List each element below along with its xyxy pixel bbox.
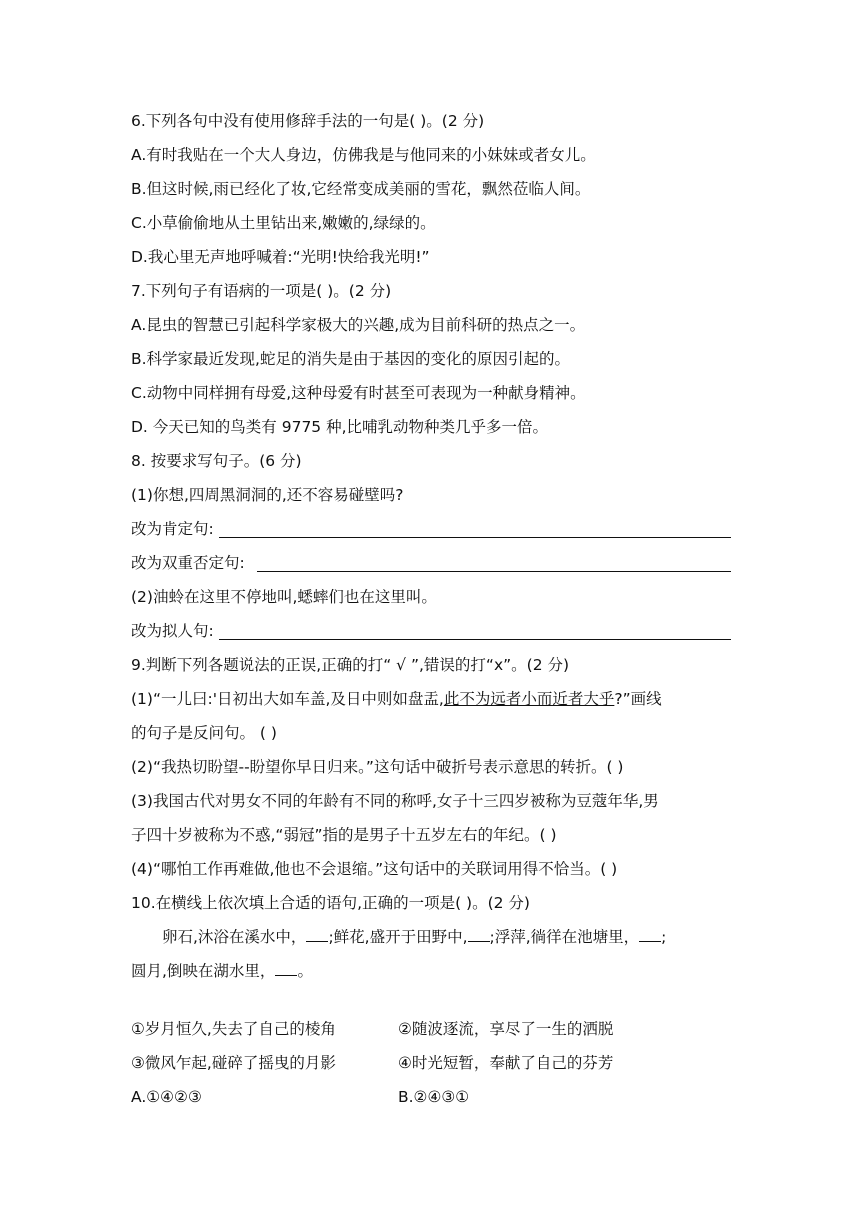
q8-label-double-negative: 改为双重否定句: xyxy=(131,554,245,572)
q8-sentence-2: (2)油蛉在这里不停地叫,蟋蟀们也在这里叫。 xyxy=(131,588,437,606)
q9-item-1-line-2: 的句子是反问句。 ( ) xyxy=(131,724,277,742)
q10-passage-part-3: ;浮萍,徜徉在池塘里， xyxy=(489,928,640,946)
q8-answer-row-double-negative xyxy=(131,546,731,580)
q6-stem: 6.下列各句中没有使用修辞手法的一句是( )。(2 分) xyxy=(131,112,485,130)
q6-option-b: B.但这时候,雨已经化了妆,它经常变成美丽的雪花，飘然莅临人间。 xyxy=(131,180,591,198)
q9-item-3-line-2: 子四十岁被称为不惑,“弱冠”指的是男子十五岁左右的年纪。( ) xyxy=(131,826,557,844)
q10-stem: 10.在横线上依次填上合适的语句,正确的一项是( )。(2 分) xyxy=(131,894,530,912)
q10-options-row-1 xyxy=(131,1012,731,1046)
q6-option-c: C.小草偷偷地从土里钻出来,嫩嫩的,绿绿的。 xyxy=(131,214,436,232)
answer-line-double-negative[interactable] xyxy=(257,571,731,572)
q10-answer-a[interactable]: A.①④②③ xyxy=(131,1088,202,1106)
q10-blank-1[interactable] xyxy=(306,927,328,942)
q10-passage-part-1: 卵石,沐浴在溪水中， xyxy=(162,928,307,946)
q9-stem: 9.判断下列各题说法的正误,正确的打“ √ ”,错误的打“x”。(2 分) xyxy=(131,656,570,674)
q10-passage-part-6: 。 xyxy=(297,962,313,980)
q10-blank-4[interactable] xyxy=(275,961,297,976)
q9-item-3-line-1: (3)我国古代对男女不同的年龄有不同的称呼,女子十三四岁被称为豆蔻年华,男 xyxy=(131,792,659,810)
q9-item-2: (2)“我热切盼望--盼望你早日归来。”这句话中破折号表示意思的转折。( ) xyxy=(131,758,624,776)
q10-answer-b[interactable]: B.②④③① xyxy=(398,1088,470,1106)
q9-item-1-line-1 xyxy=(131,682,731,716)
q10-passage-part-2: ;鲜花,盛开于田野中, xyxy=(328,928,468,946)
q7-option-a: A.昆虫的智慧已引起科学家极大的兴趣,成为目前科研的热点之一。 xyxy=(131,316,586,334)
q10-option-1: ①岁月恒久,失去了自己的棱角 xyxy=(131,1020,336,1038)
q9-item-4: (4)“哪怕工作再难做,他也不会退缩。”这句话中的关联词用得不恰当。( ) xyxy=(131,860,618,878)
q10-option-2: ②随波逐流，享尽了一生的洒脱 xyxy=(398,1020,614,1038)
q10-option-3: ③微风乍起,碰碎了摇曳的月影 xyxy=(131,1054,336,1072)
q10-passage-line-1 xyxy=(162,920,732,954)
q7-option-b: B.科学家最近发现,蛇足的消失是由于基因的变化的原因引起的。 xyxy=(131,350,570,368)
answer-line-personification[interactable] xyxy=(219,639,731,640)
q8-label-personification: 改为拟人句: xyxy=(131,622,214,640)
q10-answers-row xyxy=(131,1080,731,1114)
q8-label-affirmative: 改为肯定句: xyxy=(131,520,214,538)
q6-option-a: A.有时我贴在一个大人身边，仿佛我是与他同来的小妹妹或者女儿。 xyxy=(131,146,596,164)
q9-item-1-underlined-sentence: 此不为远者小而近者大乎 xyxy=(443,690,615,708)
q10-passage-part-4: ; xyxy=(661,928,667,946)
q8-answer-row-affirmative xyxy=(131,512,731,546)
q10-passage-line-2 xyxy=(131,954,731,988)
q10-blank-3[interactable] xyxy=(639,927,661,942)
answer-line-affirmative[interactable] xyxy=(219,537,731,538)
q10-options-row-2 xyxy=(131,1046,731,1080)
q8-answer-row-personification xyxy=(131,614,731,648)
q7-option-c: C.动物中同样拥有母爱,这种母爱有时甚至可表现为一种献身精神。 xyxy=(131,384,586,402)
q7-option-d: D. 今天已知的鸟类有 9775 种,比哺乳动物种类几乎多一倍。 xyxy=(131,418,549,436)
q10-blank-2[interactable] xyxy=(468,927,490,942)
q8-stem: 8. 按要求写句子。(6 分) xyxy=(131,452,302,470)
q8-sentence-1: (1)你想,四周黑洞洞的,还不容易碰壁吗? xyxy=(131,486,404,504)
q6-option-d: D.我心里无声地呼喊着:“光明!快给我光明!” xyxy=(131,248,430,266)
q10-passage-part-5: 圆月,倒映在湖水里， xyxy=(131,962,276,980)
q9-item-1-text-b: ?”画线 xyxy=(614,690,662,708)
q7-stem: 7.下列句子有语病的一项是( )。(2 分) xyxy=(131,282,392,300)
q10-option-4: ④时光短暂，奉献了自己的芬芳 xyxy=(398,1054,614,1072)
q9-item-1-text-a: (1)“一儿曰:'日初出大如车盖,及日中则如盘盂, xyxy=(131,690,444,708)
